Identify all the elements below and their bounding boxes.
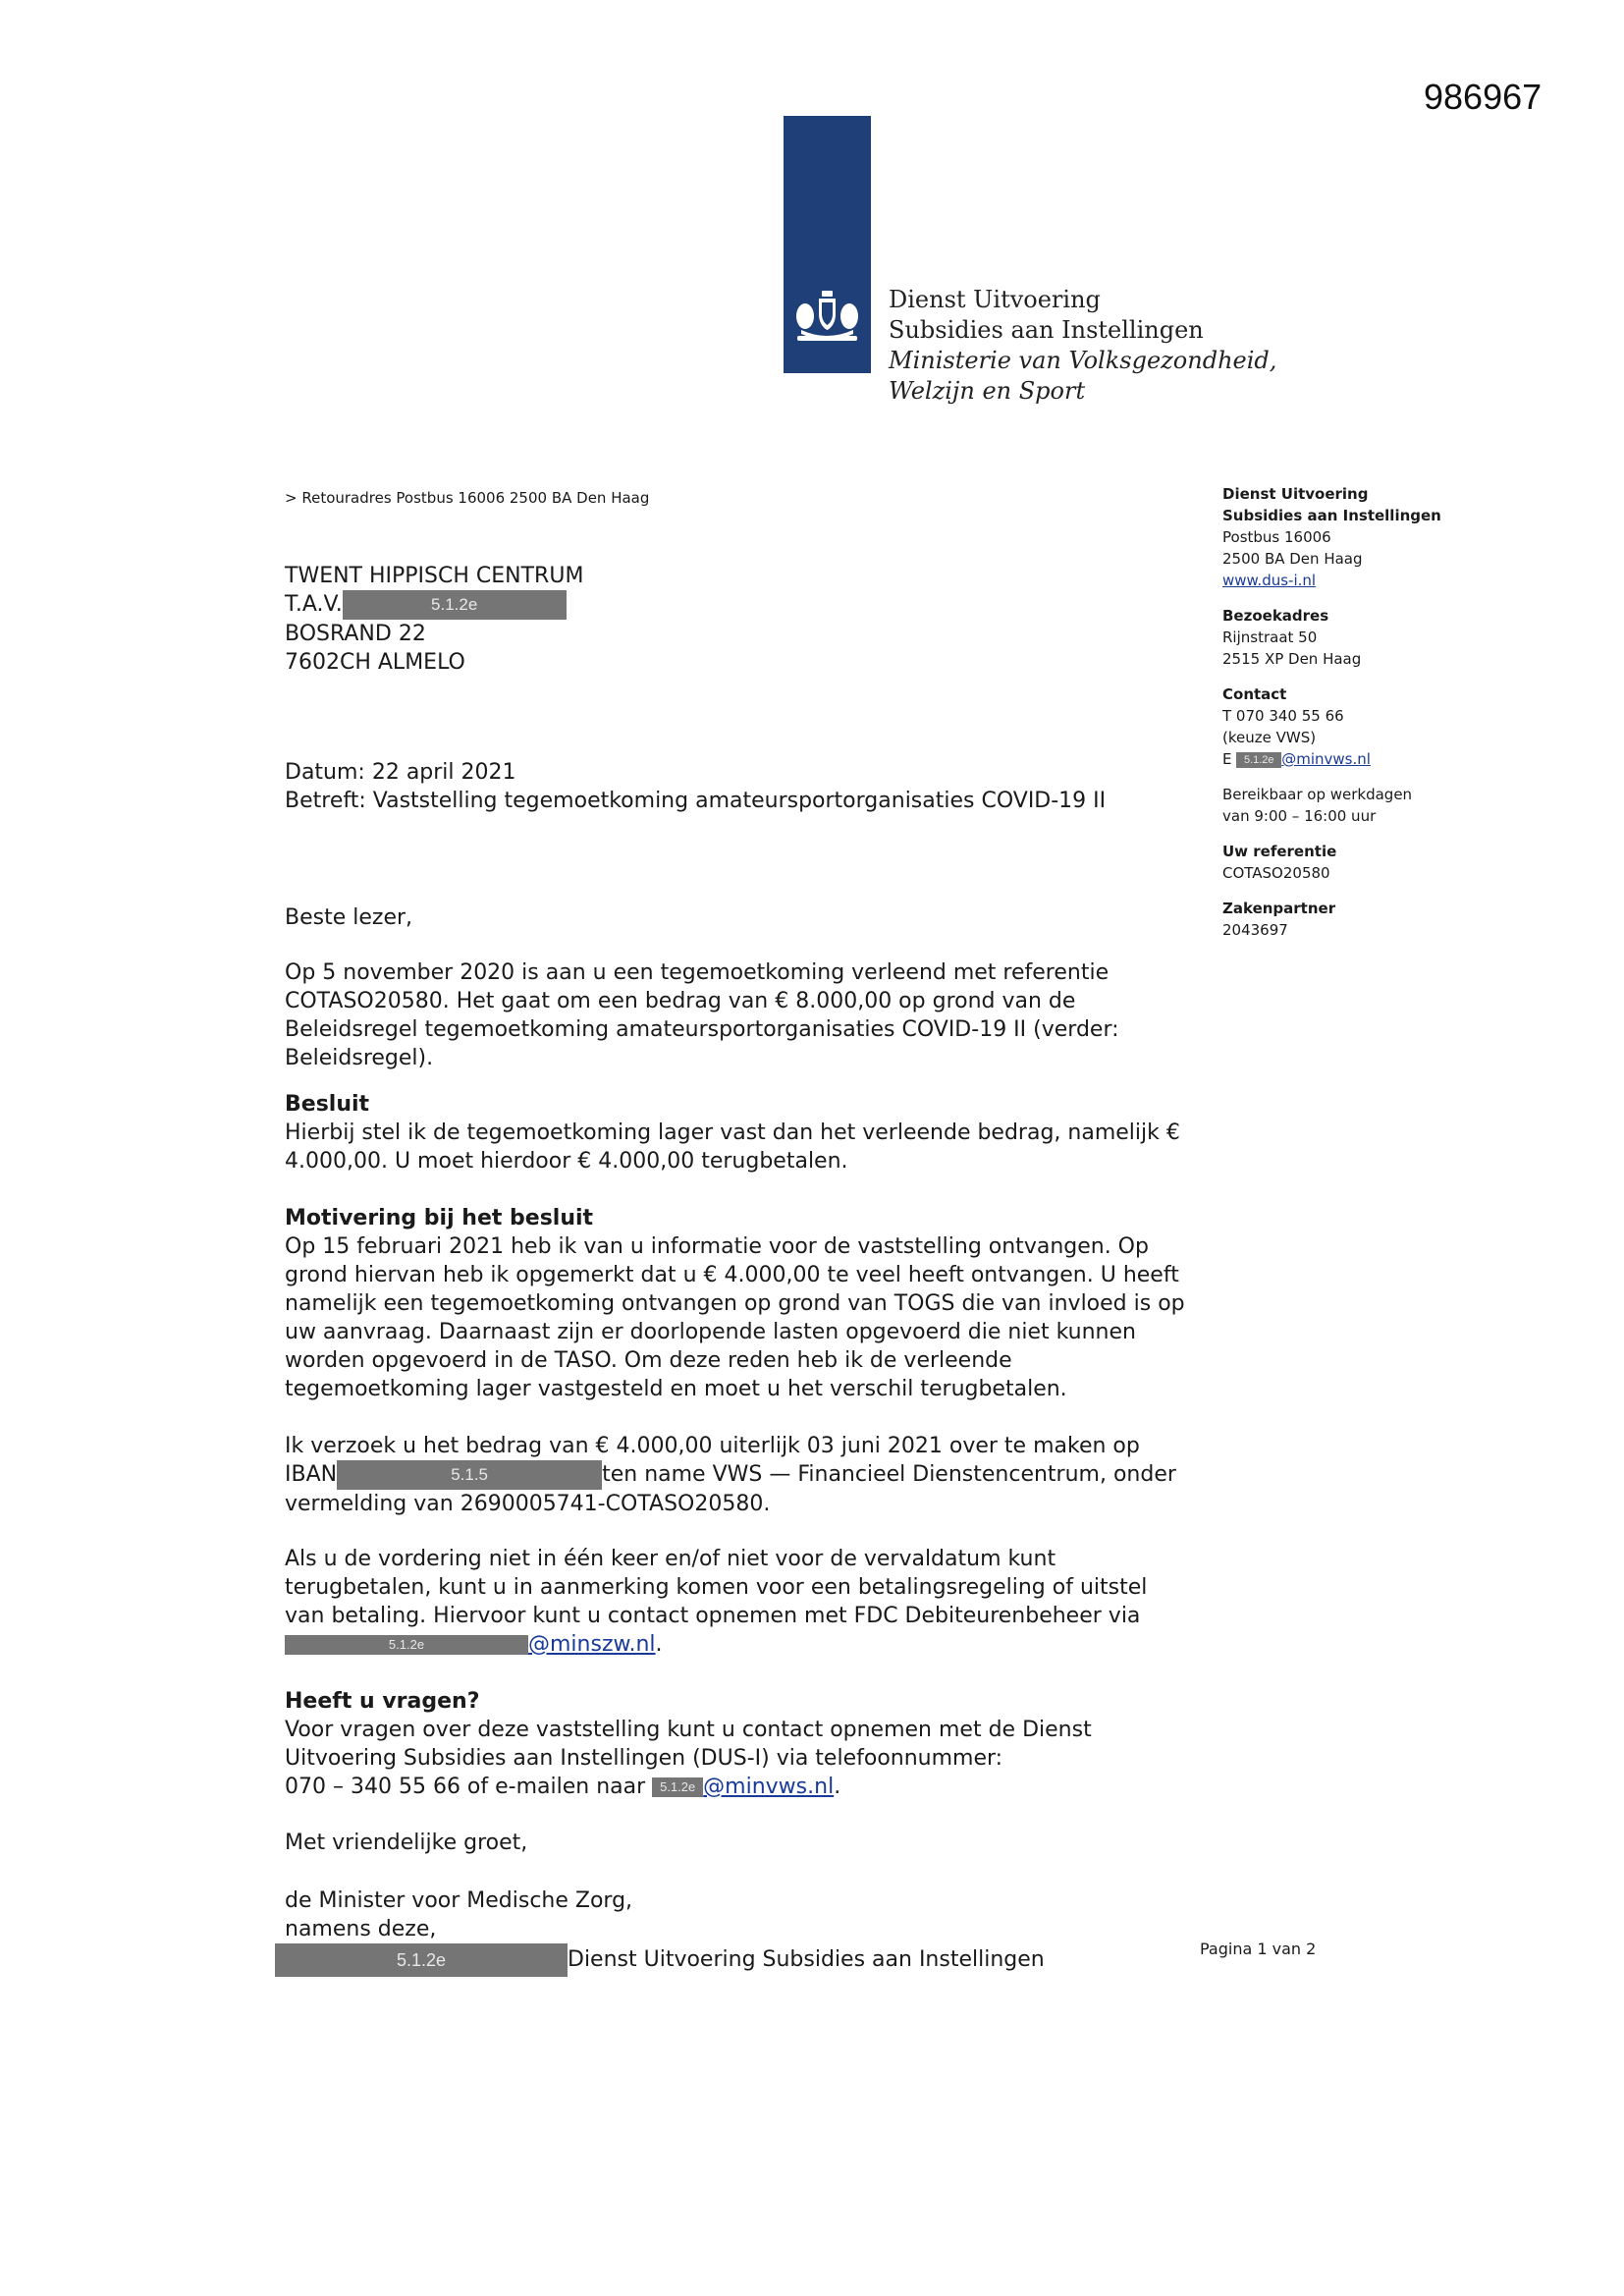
logo-line-4: Welzijn en Sport <box>889 377 1086 405</box>
reference-heading: Uw referentie <box>1222 843 1337 860</box>
royal-coat-of-arms-icon <box>791 287 863 354</box>
sidebar-postbus: Postbus 16006 <box>1222 528 1331 546</box>
partner-heading: Zakenpartner <box>1222 900 1336 917</box>
contact-email <box>1222 748 1497 770</box>
contact-phone-note: (keuze VWS) <box>1222 729 1317 746</box>
tav-prefix: T.A.V. <box>285 592 343 617</box>
bezoekadres-heading: Bezoekadres <box>1222 607 1329 625</box>
letter-salutation: Beste lezer, <box>285 905 413 930</box>
closing-line-1: de Minister voor Medische Zorg, <box>285 1888 633 1913</box>
period: . <box>655 1632 663 1657</box>
vragen-text: Voor vragen over deze vaststelling kunt u contact opnemen met de Dienst Uitvoering Subsidies aan Instellingen (DUS-I) via telefoonnummer: <box>285 1718 1092 1771</box>
redaction-block: 5.1.2e <box>1236 752 1281 768</box>
fdc-email-link[interactable]: @minszw.nl <box>528 1632 656 1657</box>
sidebar-org-line-2: Subsidies aan Instellingen <box>1222 507 1441 524</box>
letter-subject: Betreft: Vaststelling tegemoetkoming amateursportorganisaties COVID-19 II <box>285 789 1107 813</box>
besluit-text: Hierbij stel ik de tegemoetkoming lager vast dan het verleende bedrag, namelijk € 4.000,00. U moet hierdoor € 4.000,00 terugbetalen. <box>285 1121 1180 1174</box>
reference-value: COTASO20580 <box>1222 864 1330 882</box>
email-prefix: E <box>1222 750 1237 768</box>
intro-paragraph: Op 5 november 2020 is aan u een tegemoetkoming verleend met referentie COTASO20580. Het gaat om een bedrag van € 8.000,00 op grond van de Beleidsregel tegemoetkoming amateursportorganisaties COVID-19 II (verder: Beleidsregel). <box>285 960 1119 1070</box>
payment-text-1: Ik verzoek u het bedrag van € 4.000,00 uiterlijk 03 juni 2021 over te maken op <box>285 1434 1140 1458</box>
motivering-text: Op 15 februari 2021 heb ik van u informatie voor de vaststelling ontvangen. Op grond hiervan heb ik opgemerkt dat u € 4.000,00 te veel heeft ontvangen. U heeft namelijk een tegemoetkoming ontvangen op grond van TOGS die van invloed is op uw aanvraag. Daarnaast zijn er doorlopende lasten opgevoerd die niet kunnen worden opgevoerd in de TASO. Om deze reden heb ik de verleende tegemoetkoming lager vastgesteld en moet u het verschil terugbetalen. <box>285 1234 1185 1401</box>
redaction-block: 5.1.2e <box>275 1943 568 1977</box>
sidebar-website-link[interactable]: www.dus-i.nl <box>1222 572 1317 589</box>
payment-section <box>285 1432 1188 1518</box>
redaction-block: 5.1.2e <box>343 590 567 620</box>
rijksoverheid-logo-bar <box>784 116 871 373</box>
return-address: > Retouradres Postbus 16006 2500 BA Den Haag <box>285 489 650 507</box>
letter-date: Datum: 22 april 2021 <box>285 760 516 785</box>
vragen-heading: Heeft u vragen? <box>285 1689 480 1714</box>
vordering-section <box>285 1545 1188 1659</box>
closing-signature <box>285 1886 1188 1943</box>
hours-line-2: van 9:00 – 16:00 uur <box>1222 807 1377 825</box>
hours-line-1: Bereikbaar op werkdagen <box>1222 786 1413 803</box>
redaction-block: 5.1.5 <box>337 1460 602 1490</box>
recipient-street: BOSRAND 22 <box>285 622 426 646</box>
sidebar-postcode: 2500 BA Den Haag <box>1222 550 1363 568</box>
vragen-phone-text: 070 – 340 55 66 of e-mailen naar <box>285 1775 653 1799</box>
vordering-text: Als u de vordering niet in één keer en/of niet voor de vervaldatum kunt terugbetalen, kunt u in aanmerking komen voor een betalingsregeling of uitstel van betaling. Hiervoor kunt u contact opnemen met FDC Debiteurenbeheer via <box>285 1547 1148 1628</box>
contact-heading: Contact <box>1222 685 1287 703</box>
payment-text-3: vermelding van 2690005741-COTASO20580. <box>285 1492 771 1516</box>
logo-line-2: Subsidies aan Instellingen <box>889 316 1204 344</box>
logo-line-1: Dienst Uitvoering <box>889 286 1101 313</box>
logo-text <box>889 285 1276 407</box>
closing-greeting: Met vriendelijke groet, <box>285 1831 528 1855</box>
signature-org: Dienst Uitvoering Subsidies aan Instellingen <box>568 1947 1045 1972</box>
contact-phone: T 070 340 55 66 <box>1222 707 1344 725</box>
recipient-name: TWENT HIPPISCH CENTRUM <box>285 564 584 588</box>
iban-prefix: IBAN <box>285 1462 338 1487</box>
closing-line-2: namens deze, <box>285 1917 437 1941</box>
contact-email-link[interactable]: @minvws.nl <box>1281 750 1371 768</box>
besluit-heading: Besluit <box>285 1092 370 1117</box>
logo-line-3: Ministerie van Volksgezondheid, <box>889 347 1277 374</box>
dusi-email-link[interactable]: @minvws.nl <box>703 1775 835 1799</box>
recipient-tav <box>285 590 583 620</box>
bezoekadres-street: Rijnstraat 50 <box>1222 629 1318 646</box>
recipient-address <box>285 562 583 677</box>
payment-text-2: ten name VWS — Financieel Dienstencentrum, onder <box>602 1462 1176 1487</box>
recipient-city: 7602CH ALMELO <box>285 650 465 675</box>
motivering-heading: Motivering bij het besluit <box>285 1206 594 1230</box>
page-number: Pagina 1 van 2 <box>1200 1940 1317 1958</box>
vragen-section <box>285 1687 1188 1801</box>
redaction-block: 5.1.2e <box>652 1777 703 1797</box>
redaction-block: 5.1.2e <box>285 1635 528 1655</box>
besluit-section <box>285 1090 1188 1175</box>
letter-header <box>285 758 1188 815</box>
document-number: 986967 <box>1424 77 1543 117</box>
period: . <box>834 1775 841 1799</box>
motivering-section <box>285 1204 1188 1403</box>
signature-line <box>275 1943 1045 1977</box>
sidebar-org-line-1: Dienst Uitvoering <box>1222 485 1369 503</box>
sidebar <box>1222 483 1497 955</box>
partner-value: 2043697 <box>1222 921 1288 939</box>
bezoekadres-city: 2515 XP Den Haag <box>1222 650 1362 668</box>
